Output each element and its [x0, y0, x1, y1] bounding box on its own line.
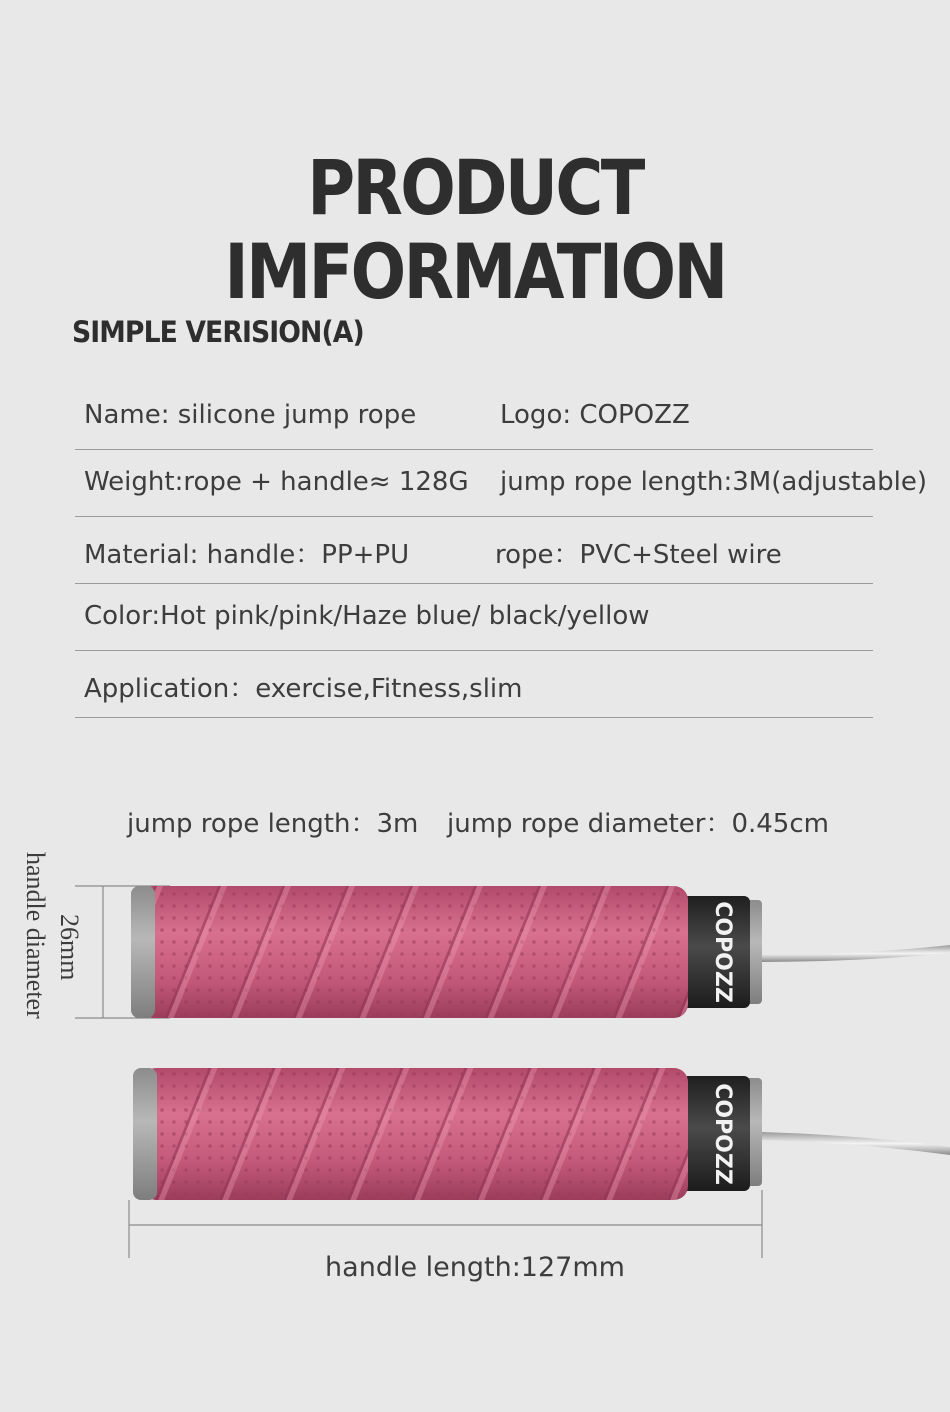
length-dimension-lines [129, 1190, 762, 1258]
spec-weight: Weight:rope + handle≈ 128G [84, 467, 469, 497]
spec-rope-length: jump rope length:3M(adjustable) [500, 467, 928, 497]
spec-color: Color:Hot pink/pink/Haze blue/ black/yellow [84, 601, 650, 631]
rope-diameter-dimension: jump rope diameter：0.45cm [447, 809, 829, 839]
spec-logo: Logo: COPOZZ [500, 400, 690, 430]
spec-application: Application：exercise,Fitness,slim [84, 674, 523, 704]
copozz-logo: COPOZZ [710, 1083, 735, 1185]
section-subtitle: SIMPLE VERISION(A) [72, 315, 364, 349]
rope-length-dimension: jump rope length：3m [127, 809, 419, 839]
handle-diameter-value: 26mm [55, 914, 84, 981]
spec-material: Material: handle：PP+PU [84, 540, 410, 570]
handle-length-label: handle length:127mm [325, 1252, 625, 1283]
spec-name: Name: silicone jump rope [84, 400, 417, 430]
handle-bottom [133, 1068, 950, 1200]
rope-wire-bottom [760, 1132, 950, 1155]
handle-top [131, 886, 950, 1018]
copozz-logo: COPOZZ [710, 901, 735, 1003]
end-cap-top [131, 886, 155, 1018]
rope-wire-top [760, 945, 950, 962]
handle-diameter-label: handle diameter [21, 852, 50, 1019]
end-cap-bottom [133, 1068, 157, 1200]
spec-rope-material: rope：PVC+Steel wire [495, 540, 782, 570]
page-title: PRODUCT IMFORMATION [224, 143, 726, 316]
